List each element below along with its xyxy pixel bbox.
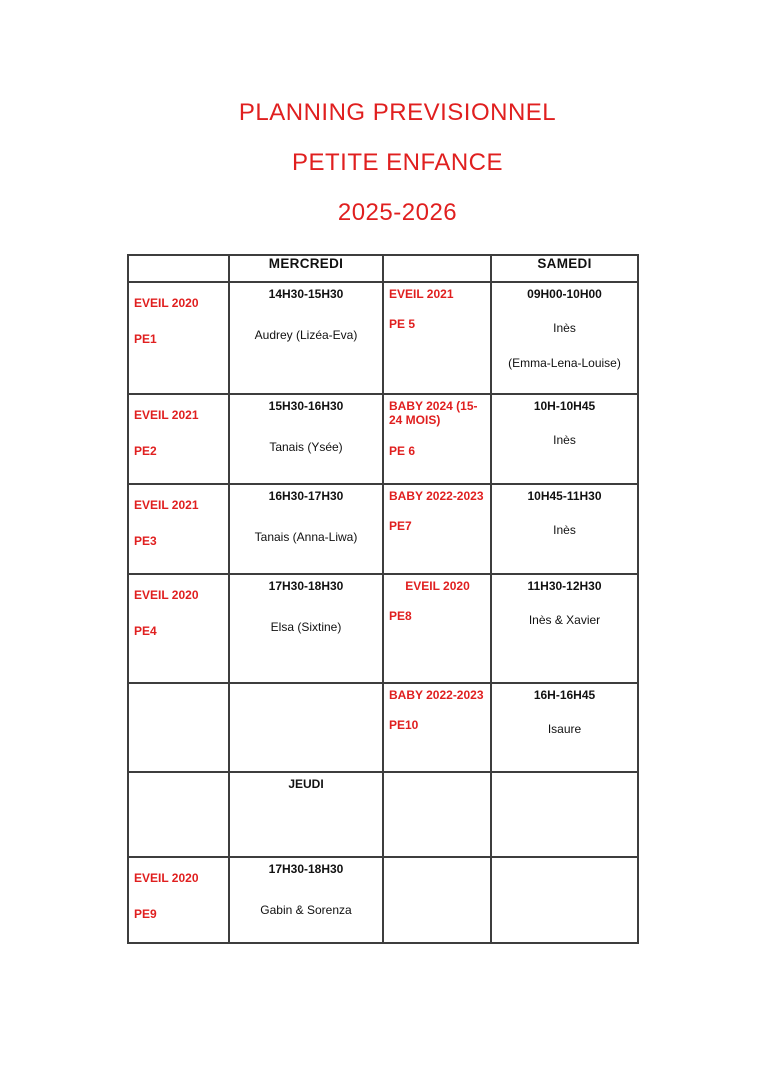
schedule-table: [127, 254, 639, 944]
cell-r4-empty-1: [128, 683, 229, 772]
cell-line: PE1: [134, 332, 157, 347]
cell-line: Audrey (Lizéa-Eva): [254, 328, 358, 343]
cell-line: 10H45-11H30: [527, 489, 602, 503]
cell-line: Gabin & Sorenza: [260, 903, 352, 918]
header-mercredi-cell: [229, 255, 383, 282]
header-empty-cell-1: [128, 255, 229, 282]
cell-r5-blocked-1: [383, 772, 491, 857]
cell-line: EVEIL 2021: [134, 498, 199, 512]
header-mercredi-label: MERCREDI: [268, 256, 344, 271]
cell-line: Tanais (Ysée): [269, 440, 343, 455]
cell-line: PE7: [389, 519, 412, 534]
cell-r3-group2: [383, 574, 491, 683]
title-line-1: PLANNING PREVISIONNEL: [238, 99, 557, 126]
cell-line: PE4: [134, 624, 157, 639]
header-samedi-cell: [491, 255, 638, 282]
cell-r2-group2: [383, 484, 491, 574]
cell-r3-samedi: [491, 574, 638, 683]
cell-line: 17H30-18H30: [268, 579, 344, 593]
cell-r0-samedi: [491, 282, 638, 394]
cell-line: BABY 2022-2023: [389, 688, 484, 702]
cell-r0-group2: [383, 282, 491, 394]
cell-line: Tanais (Anna-Liwa): [254, 530, 358, 545]
table-row-pe3: [128, 484, 638, 574]
cell-line: Inès: [553, 433, 576, 448]
header-samedi-label: SAMEDI: [537, 256, 592, 271]
cell-r1-samedi: [491, 394, 638, 484]
cell-line: JEUDI: [288, 777, 324, 791]
cell-line: PE3: [134, 534, 157, 549]
cell-line: 16H-16H45: [533, 688, 596, 702]
cell-r6-blocked-1: [383, 857, 491, 943]
cell-r2-samedi: [491, 484, 638, 574]
cell-line: (Emma-Lena-Louise): [508, 355, 621, 370]
cell-line: BABY 2024 (15-24 MOIS): [389, 399, 478, 428]
cell-r4-empty-2: [229, 683, 383, 772]
cell-r4-group2: [383, 683, 491, 772]
table-row-pe10: [128, 683, 638, 772]
cell-r4-samedi: [491, 683, 638, 772]
cell-line: Inès: [553, 321, 576, 336]
cell-r6-group: [128, 857, 229, 943]
cell-line: EVEIL 2021: [389, 287, 454, 301]
table-row-jeudi: [128, 772, 638, 857]
cell-line: 10H-10H45: [533, 399, 596, 413]
cell-line: EVEIL 2020: [134, 588, 199, 602]
cell-line: 15H30-16H30: [268, 399, 344, 413]
title-line-2: PETITE ENFANCE: [291, 149, 504, 176]
cell-line: Elsa (Sixtine): [270, 620, 342, 635]
cell-r5-empty: [128, 772, 229, 857]
cell-line: EVEIL 2020: [134, 296, 199, 310]
cell-r0-group: [128, 282, 229, 394]
cell-line: PE 5: [389, 317, 416, 332]
cell-line: Inès: [553, 523, 576, 538]
cell-r3-group: [128, 574, 229, 683]
table-row-pe1: [128, 282, 638, 394]
document-title: [32, 88, 763, 238]
cell-line: PE9: [134, 907, 157, 922]
cell-line: BABY 2022-2023: [389, 489, 484, 503]
cell-r5-jeudi: [229, 772, 383, 857]
cell-line: Inès & Xavier: [528, 613, 601, 628]
cell-line: PE10: [389, 718, 419, 733]
cell-line: EVEIL 2021: [134, 408, 199, 422]
cell-r0-mercredi: [229, 282, 383, 394]
table-row-pe4: [128, 574, 638, 683]
cell-line: PE8: [389, 609, 412, 624]
table-row-pe2: [128, 394, 638, 484]
cell-r1-mercredi: [229, 394, 383, 484]
cell-r1-group: [128, 394, 229, 484]
cell-line: 16H30-17H30: [268, 489, 344, 503]
cell-r1-group2: [383, 394, 491, 484]
table-row-pe9: [128, 857, 638, 943]
cell-line: EVEIL 2020: [405, 579, 470, 593]
cell-r6-jeudi: [229, 857, 383, 943]
cell-r5-blocked-2: [491, 772, 638, 857]
cell-line: EVEIL 2020: [134, 871, 199, 885]
cell-line: 14H30-15H30: [268, 287, 344, 301]
cell-line: PE 6: [389, 443, 416, 458]
header-empty-cell-2: [383, 255, 491, 282]
cell-r2-group: [128, 484, 229, 574]
cell-line: 09H00-10H00: [527, 287, 602, 301]
cell-r6-blocked-2: [491, 857, 638, 943]
header-row: [128, 255, 638, 282]
cell-r2-mercredi: [229, 484, 383, 574]
cell-r3-mercredi: [229, 574, 383, 683]
cell-line: Isaure: [547, 722, 582, 737]
title-line-3: 2025-2026: [337, 199, 458, 226]
cell-line: PE2: [134, 444, 157, 459]
cell-line: 17H30-18H30: [268, 862, 344, 876]
cell-line: 11H30-12H30: [527, 579, 602, 593]
